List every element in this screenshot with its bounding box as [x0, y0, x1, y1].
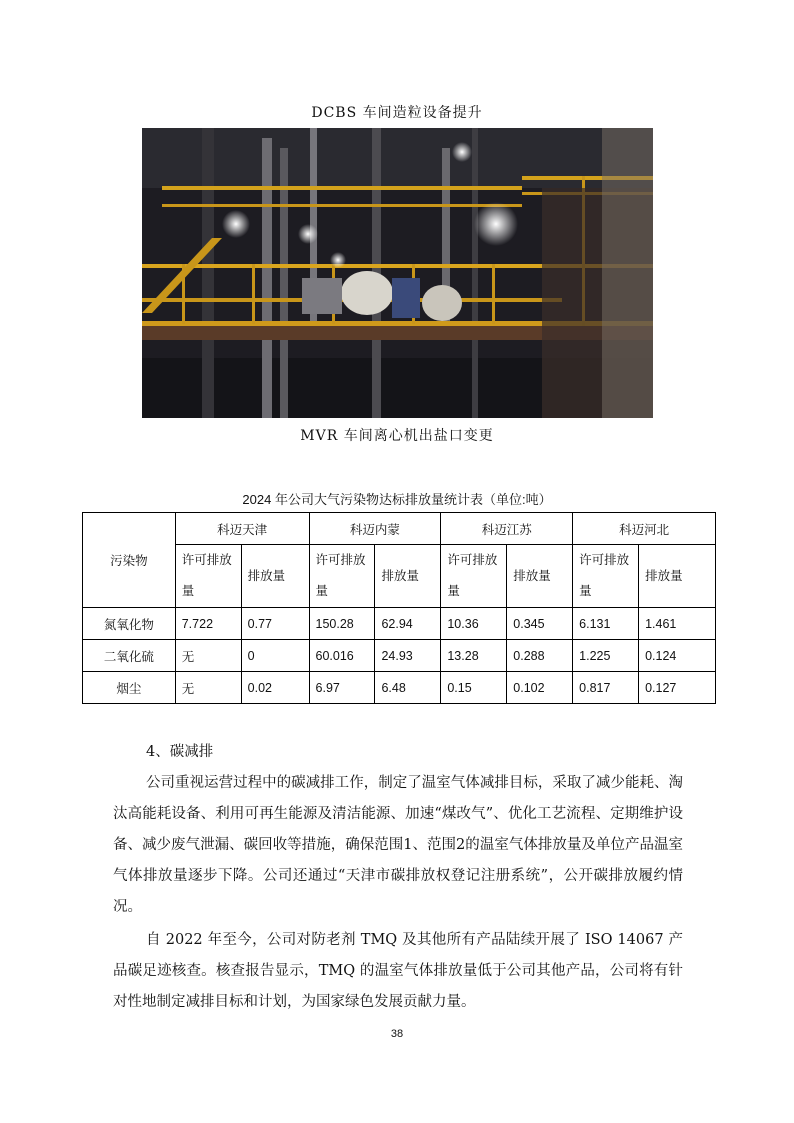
table-cell: 60.016: [309, 640, 375, 672]
table-cell: 0.288: [507, 640, 573, 672]
pollutant-header: 污染物: [83, 513, 176, 608]
company-header: 科迈河北: [573, 513, 716, 545]
table-cell: 0.02: [241, 672, 309, 704]
table-cell: 无: [175, 672, 241, 704]
table-subheader-row: [83, 545, 716, 608]
table-cell: 24.93: [375, 640, 441, 672]
table-cell: 0.127: [639, 672, 716, 704]
permitted-emission-header: 许可排放量: [441, 545, 507, 608]
pollutant-name: 二氧化硫: [83, 640, 176, 672]
emission-header: 排放量: [375, 545, 441, 608]
table-cell: 13.28: [441, 640, 507, 672]
table-cell: 62.94: [375, 608, 441, 640]
table-cell: 0: [241, 640, 309, 672]
table-row: [83, 672, 716, 704]
table-cell: 150.28: [309, 608, 375, 640]
table-cell: 6.131: [573, 608, 639, 640]
table-cell: 7.722: [175, 608, 241, 640]
table-row: [83, 608, 716, 640]
table-cell: 0.345: [507, 608, 573, 640]
page-number: 38: [390, 1028, 404, 1040]
table-cell: 6.97: [309, 672, 375, 704]
body-paragraph: 公司重视运营过程中的碳减排工作，制定了温室气体减排目标，采取了减少能耗、淘汰高能耗设备、利用可再生能源及清洁能源、加速“煤改气”、优化工艺流程、定期维护设备、减少废气泄漏、碳回收等措施，确保范围1、范围2的温室气体排放量及单位产品温室气体排放量逐步下降。公司还通过“天津市碳排放权登记注册系统”，公开碳排放履约情况。: [113, 775, 683, 915]
factory-photo: [142, 128, 653, 418]
permitted-emission-header: 许可排放量: [573, 545, 639, 608]
permitted-emission-header: 许可排放量: [175, 545, 241, 608]
table-cell: 0.817: [573, 672, 639, 704]
table-cell: 0.124: [639, 640, 716, 672]
table-header-row: [83, 513, 716, 545]
table-cell: 6.48: [375, 672, 441, 704]
table-cell: 0.102: [507, 672, 573, 704]
table-title: 2024 年公司大气污染物达标排放量统计表（单位:吨）: [242, 492, 552, 507]
pollutant-name: 烟尘: [83, 672, 176, 704]
table-cell: 0.77: [241, 608, 309, 640]
table-cell: 10.36: [441, 608, 507, 640]
permitted-emission-header: 许可排放量: [309, 545, 375, 608]
emissions-table: [82, 512, 716, 704]
figure-caption-mid: MVR 车间离心机出盐口变更: [300, 428, 494, 444]
table-cell: 0.15: [441, 672, 507, 704]
emission-header: 排放量: [241, 545, 309, 608]
company-header: 科迈内蒙: [309, 513, 441, 545]
table-row: [83, 640, 716, 672]
section-heading: 4、碳减排: [146, 744, 214, 760]
table-cell: 1.225: [573, 640, 639, 672]
emission-header: 排放量: [639, 545, 716, 608]
table-cell: 无: [175, 640, 241, 672]
table-cell: 1.461: [639, 608, 716, 640]
company-header: 科迈江苏: [441, 513, 573, 545]
company-header: 科迈天津: [175, 513, 309, 545]
body-paragraph: 自 2022 年至今，公司对防老剂 TMQ 及其他所有产品陆续开展了 ISO 14067 产品碳足迹核查。核查报告显示，TMQ 的温室气体排放量低于公司其他产品，公司将有针对性地制定减排目标和计划，为国家绿色发展贡献力量。: [113, 932, 683, 1010]
emission-header: 排放量: [507, 545, 573, 608]
pollutant-name: 氮氧化物: [83, 608, 176, 640]
figure-caption-top: DCBS 车间造粒设备提升: [311, 105, 483, 121]
